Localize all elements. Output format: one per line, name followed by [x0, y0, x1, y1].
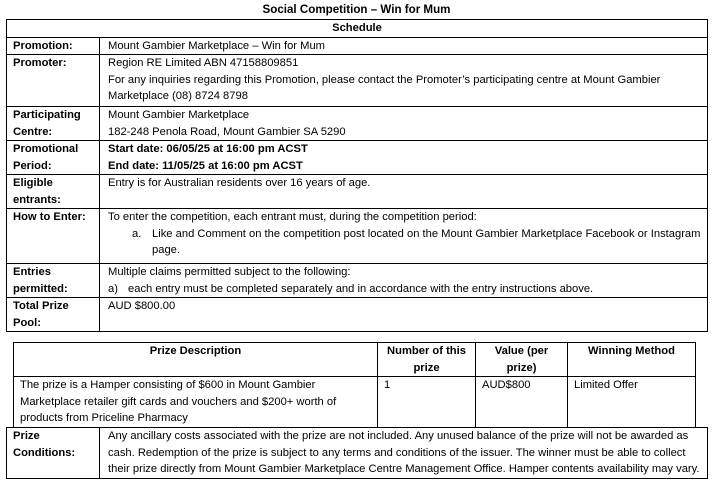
condition-marker: a) [108, 282, 118, 295]
participating-centre-label [7, 107, 100, 141]
prize-description: The prize is a Hamper consisting of $600 in Mount Gambier Marketplace retailer gift cards and vouchers and $200+ worth of products from Priceline Pharmacy [14, 377, 378, 428]
schedule-heading-row [7, 20, 708, 38]
winning-method: Limited Offer [568, 377, 696, 428]
how-to-enter-intro: To enter the competition, each entrant must, during the competition period: [108, 211, 477, 223]
prize-row [14, 377, 696, 428]
promotion-label: Promotion: [7, 37, 100, 55]
total-prize-pool-label-line1: Total Prize [13, 300, 69, 312]
entries-permitted-label [7, 264, 100, 298]
participating-centre-label-line2: Centre: [13, 125, 53, 138]
end-date: End date: 11/05/25 at 16:00 pm ACST [108, 159, 303, 172]
prize-number: 1 [378, 377, 476, 428]
eligible-entrants-value: Entry is for Australian residents over 16 years of age. [100, 175, 708, 209]
how-to-enter-step [108, 226, 701, 259]
how-to-enter-row [7, 209, 708, 264]
entries-permitted-label-line2: permitted: [13, 282, 68, 295]
prize-conditions-label [7, 428, 100, 479]
prize-conditions-label-line1: Prize [13, 430, 40, 442]
entries-condition [108, 281, 701, 298]
promoter-contact: For any inquiries regarding this Promotion, please contact the Promoter’s participating centre at Mount Gambier Marketplace (08) 8724 8798 [108, 73, 661, 102]
entries-permitted-label-line1: Entries [13, 266, 51, 278]
schedule-heading: Schedule [7, 20, 708, 38]
centre-address: 182-248 Penola Road, Mount Gambier SA 5290 [108, 125, 346, 138]
document-title: Social Competition – Win for Mum [262, 3, 451, 16]
prize-conditions-table [6, 427, 708, 479]
prize-header-row [14, 343, 696, 377]
promotional-period-label-line1: Promotional [13, 143, 79, 155]
entries-permitted-value [100, 264, 708, 298]
participating-centre-label-line1: Participating [13, 109, 81, 121]
promoter-name: Region RE Limited ABN 47158809851 [108, 57, 299, 69]
promotion-row [7, 37, 708, 55]
centre-name: Mount Gambier Marketplace [108, 109, 250, 121]
promoter-row [7, 55, 708, 107]
prize-conditions-label-line2: Conditions: [13, 446, 76, 459]
total-prize-pool-label-line2: Pool: [13, 316, 41, 329]
eligible-entrants-row [7, 175, 708, 209]
winning-method-header: Winning Method [568, 343, 696, 377]
total-prize-pool-label [7, 298, 100, 332]
promoter-label: Promoter: [7, 55, 100, 107]
step-marker: a. [132, 227, 142, 240]
schedule-table [6, 19, 708, 332]
promotional-period-row [7, 141, 708, 175]
promotional-period-value [100, 141, 708, 175]
participating-centre-row [7, 107, 708, 141]
start-date: Start date: 06/05/25 at 16:00 pm ACST [108, 143, 308, 155]
total-prize-pool-row [7, 298, 708, 332]
how-to-enter-value [100, 209, 708, 264]
promotional-period-label-line2: Period: [13, 159, 52, 172]
prize-conditions-row [7, 428, 708, 479]
prize-table [13, 342, 696, 428]
prize-value: AUD$800 [476, 377, 568, 428]
promotional-period-label [7, 141, 100, 175]
entries-intro: Multiple claims permitted subject to the following: [108, 266, 351, 278]
prize-number-header: Number of this prize [378, 343, 476, 377]
step-text: Like and Comment on the competition post located on the Mount Gambier Marketplace Facebook or Instagram page. [152, 227, 701, 256]
eligible-entrants-label-line1: Eligible [13, 177, 53, 189]
entries-permitted-row [7, 264, 708, 298]
eligible-entrants-label-line2: entrants: [13, 193, 61, 206]
how-to-enter-label: How to Enter: [7, 209, 100, 264]
promoter-value [100, 55, 708, 107]
participating-centre-value [100, 107, 708, 141]
prize-conditions-value: Any ancillary costs associated with the prize are not included. Any unused balance of the prize will not be awarded as cash. Redemption of the prize is subject to any terms and conditions of the issuer. The winner must be able to collect their prize directly from Mount Gambier Marketplace Centre Management Office. Hamper contents availability may vary. [100, 428, 708, 479]
eligible-entrants-label [7, 175, 100, 209]
total-prize-pool-value: AUD $800.00 [100, 298, 708, 332]
prize-description-header: Prize Description [14, 343, 378, 377]
prize-value-header: Value (per prize) [476, 343, 568, 377]
promotion-value: Mount Gambier Marketplace – Win for Mum [100, 37, 708, 55]
condition-text: each entry must be completed separately and in accordance with the entry instructions above. [128, 282, 594, 295]
